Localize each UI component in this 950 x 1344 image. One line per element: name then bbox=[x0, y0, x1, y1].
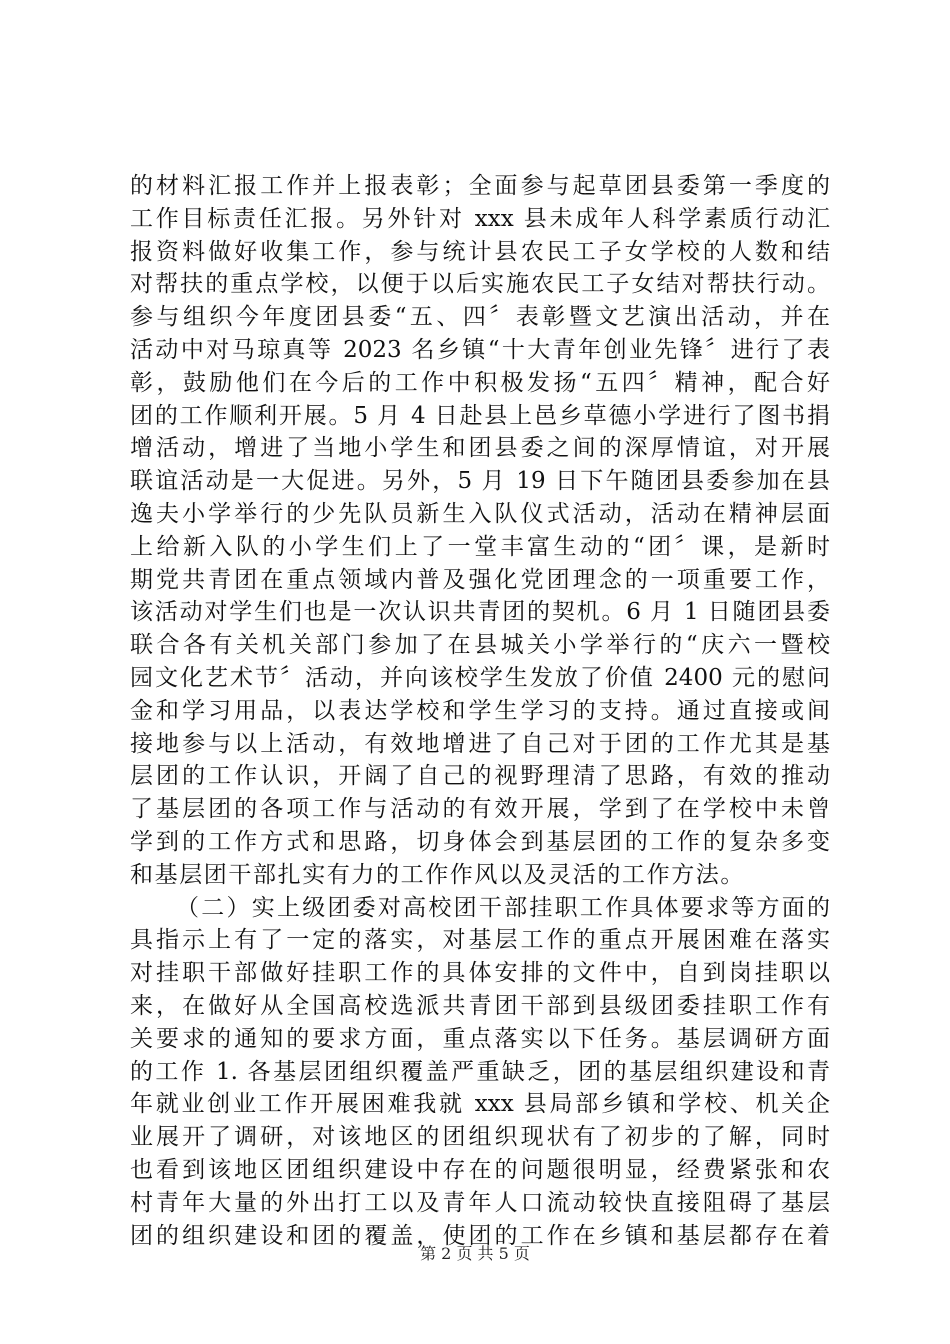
text-line: 参与组织今年度团县委“五、四〞表彰暨文艺演出活动，并在 bbox=[130, 304, 830, 331]
text-line: 金和学习用品，以表达学校和学生学习的支持。通过直接或间 bbox=[130, 697, 830, 724]
text-line: 的材料汇报工作并上报表彰；全面参与起草团县委第一季度的 bbox=[130, 173, 830, 199]
text-line: 业展开了调研，对该地区的团组织现状有了初步的了解，同时 bbox=[130, 1124, 830, 1151]
text-line: 期党共青团在重点领域内普及强化党团理念的一项重要工作， bbox=[130, 566, 830, 593]
text-line: （二）实上级团委对高校团干部挂职工作具体要求等方面的 bbox=[176, 894, 830, 921]
text-line: 联合各有关机关部门参加了在县城关小学举行的“庆六一暨校 bbox=[130, 632, 830, 659]
text-line: 来，在做好从全国高校选派共青团干部到县级团委挂职工作有 bbox=[130, 992, 830, 1019]
paragraph-2 bbox=[130, 892, 830, 1253]
text-line: 年就业创业工作开展困难我就 xxx 县局部乡镇和学校、机关企 bbox=[130, 1091, 830, 1118]
paragraph-1 bbox=[130, 170, 830, 892]
text-line: 上给新入队的小学生们上了一堂丰富生动的“团〞课，是新时 bbox=[130, 533, 830, 560]
text-line: 和基层团干部扎实有力的工作作风以及灵活的工作方法。 bbox=[130, 861, 745, 888]
text-line: 学到的工作方式和思路，切身体会到基层团的工作的复杂多变 bbox=[130, 828, 830, 855]
text-line: 层团的工作认识，开阔了自己的视野理清了思路，有效的推动 bbox=[130, 763, 830, 790]
text-line: 关要求的通知的要求方面，重点落实以下任务。基层调研方面 bbox=[130, 1025, 830, 1052]
text-line: 具指示上有了一定的落实，对基层工作的重点开展困难在落实 bbox=[130, 927, 830, 954]
page-number-footer: 第 2 页 共 5 页 bbox=[420, 1244, 530, 1263]
text-line: 接地参与以上活动，有效地增进了自己对于团的工作尤其是基 bbox=[130, 730, 830, 757]
text-line: 增活动，增进了当地小学生和团县委之间的深厚情谊，对开展 bbox=[130, 435, 830, 462]
text-line: 团的工作顺利开展。5 月 4 日赴县上邑乡草德小学进行了图书捐 bbox=[130, 402, 830, 429]
text-line: 联谊活动是一大促进。另外，5 月 19 日下午随团县委参加在县 bbox=[130, 468, 830, 495]
text-line: 逸夫小学举行的少先队员新生入队仪式活动，活动在精神层面 bbox=[130, 500, 830, 527]
text-line: 对帮扶的重点学校，以便于以后实施农民工子女结对帮扶行动。 bbox=[130, 271, 830, 298]
text-line: 村青年大量的外出打工以及青年人口流动较快直接阻碍了基层 bbox=[130, 1189, 830, 1216]
text-line: 该活动对学生们也是一次认识共青团的契机。6 月 1 日随团县委 bbox=[130, 599, 830, 626]
text-line: 了基层团的各项工作与活动的有效开展，学到了在学校中未曾 bbox=[130, 796, 830, 823]
text-line: 彰，鼓励他们在今后的工作中积极发扬“五四〞精神，配合好 bbox=[130, 369, 830, 396]
text-line: 园文化艺术节〞活动，并向该校学生发放了价值 2400 元的慰问 bbox=[130, 664, 830, 691]
text-line: 对挂职干部做好挂职工作的具体安排的文件中，自到岗挂职以 bbox=[130, 960, 830, 987]
text-line: 也看到该地区团组织建设中存在的问题很明显，经费紧张和农 bbox=[130, 1156, 830, 1183]
text-line: 工作目标责任汇报。另外针对 xxx 县未成年人科学素质行动汇 bbox=[130, 205, 830, 232]
text-line: 的工作 1. 各基层团组织覆盖严重缺乏，团的基层组织建设和青 bbox=[130, 1058, 830, 1085]
text-line: 团的组织建设和团的覆盖，使团的工作在乡镇和基层都存在着 bbox=[130, 1222, 830, 1249]
document-body bbox=[130, 170, 830, 1252]
text-line: 活动中对马琼真等 2023 名乡镇“十大青年创业先锋〞进行了表 bbox=[130, 336, 830, 363]
text-line: 报资料做好收集工作，参与统计县农民工子女学校的人数和结 bbox=[130, 238, 830, 265]
